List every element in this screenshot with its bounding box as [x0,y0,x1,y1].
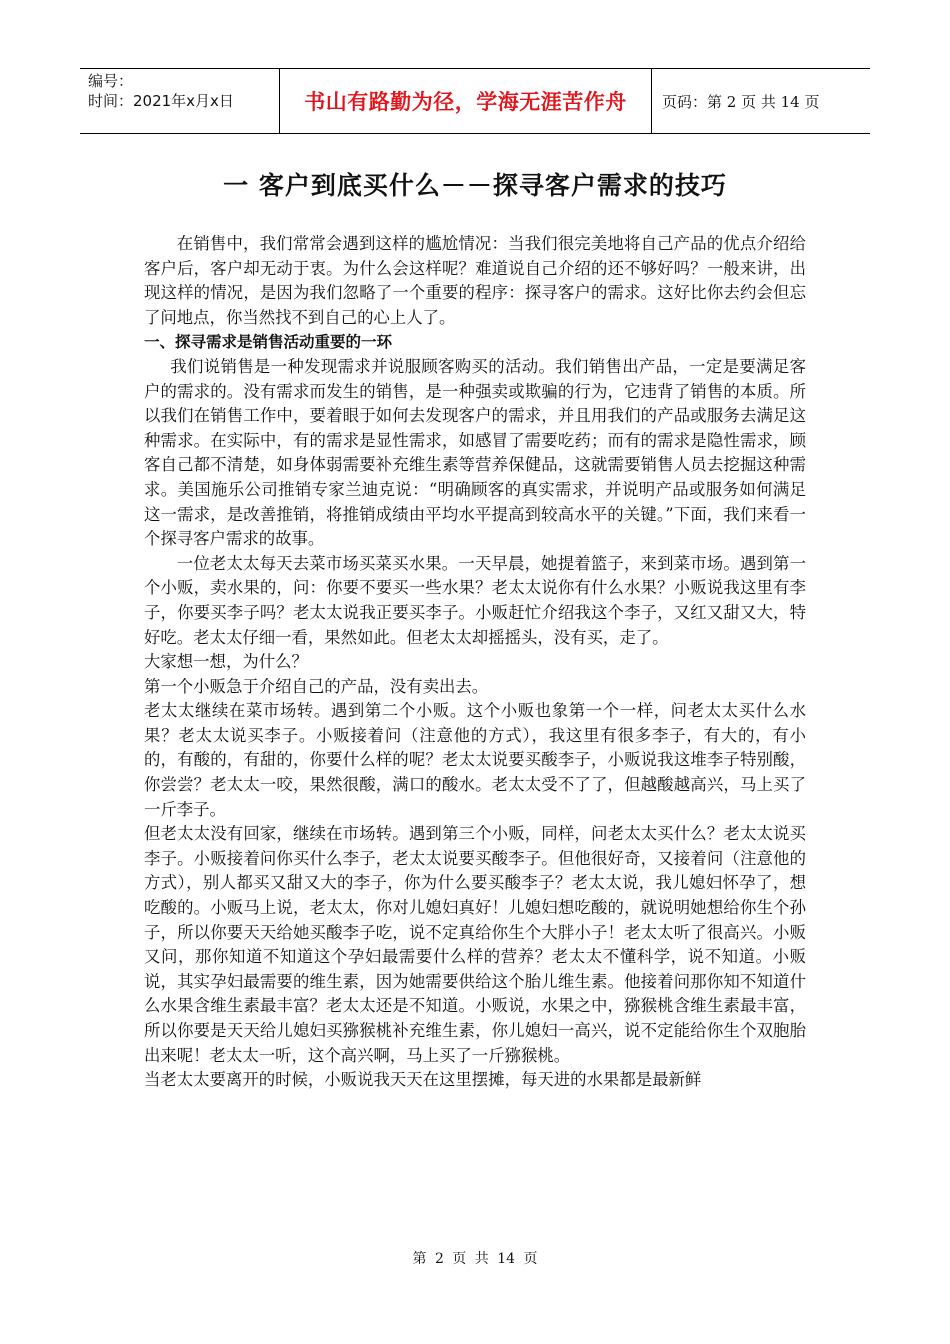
paragraph-question: 大家想一想，为什么？ [144,652,308,672]
header-meta-cell [80,69,280,133]
header-page-info: 页码：第 2 页 共 14 页 [662,92,820,111]
paragraph-first-vendor-result: 第一个小贩急于介绍自己的产品，没有卖出去。 [144,676,489,696]
header-page-cell [652,69,870,133]
document-number-label: 编号： [88,72,134,90]
document-title: 一 客户到底买什么－－探寻客户需求的技巧 [223,171,727,200]
document-body [144,232,806,1093]
paragraph-story-first-vendor: 一位老太太每天去菜市场买菜买水果。一天早晨，她提着篮子，来到菜市场。遇到第一个小贩，卖水果的，问：你要不要买一些水果？老太太说你有什么水果？小贩说我这里有李子，你要买李子吗？老太太说我正要买李子。小贩赶忙介绍我这个李子，又红又甜又大，特好吃。老太太仔细一看，果然如此。但老太太却摇摇头，没有买，走了。 [144,553,806,647]
header-table [80,68,870,134]
paragraph-leaving: 当老太太要离开的时候，小贩说我天天在这里摆摊，每天进的水果都是最新鲜 [144,1070,702,1090]
header-motto-cell [280,69,652,133]
paragraph-third-vendor: 但老太太没有回家，继续在市场转。遇到第三个小贩，同样，问老太太买什么？老太太说买李子。小贩接着问你买什么李子，老太太说要买酸李子。但他很好奇，又接着问（注意他的方式），别人都买又甜又大的李子，你为什么要买酸李子？老太太说，我儿媳妇怀孕了，想吃酸的。小贩马上说，老太太，你对儿媳妇真好！儿媳妇想吃酸的，就说明她想给你生个孙子，所以你要天天给她买酸李子吃，说不定真给你生个大胖小子！老太太听了很高兴。小贩又问，那你知道不知道这个孕妇最需要什么样的营养？老太太不懂科学，说不知道。小贩说，其实孕妇最需要的维生素，因为她需要供给这个胎儿维生素。他接着问那你知不知道什么水果含维生素最丰富？老太太还是不知道。小贩说，水果之中，猕猴桃含维生素最丰富，所以你要是天天给儿媳妇买猕猴桃补充维生素，你儿媳妇一高兴，说不定能给你生个双胞胎出来呢！老太太一听，这个高兴啊，马上买了一斤猕猴桃。 [144,824,806,1065]
header-motto: 书山有路勤为径，学海无涯苦作舟 [304,90,627,114]
document-time-label: 时间：2021年x月x日 [88,92,234,110]
paragraph-intro: 在销售中，我们常常会遇到这样的尴尬情况：当我们很完美地将自己产品的优点介绍给客户后，客户却无动于衷。为什么会这样呢？难道说自己介绍的还不够好吗？一般来讲，出现这样的情况，是因为我们忽略了一个重要的程序：探寻客户的需求。这好比你去约会但忘了问地点，你当然找不到自己的心上人了。 [144,234,806,327]
paragraph-sales-needs: 我们说销售是一种发现需求并说服顾客购买的活动。我们销售出产品，一定是要满足客户的需求的。没有需求而发生的销售，是一种强卖或欺骗的行为，它违背了销售的本质。所以我们在销售工作中，要着眼于如何去发现客户的需求，并且用我们的产品或服务去满足这种需求。在实际中，有的需求是显性需求，如感冒了需要吃药；而有的需求是隐性需求，顾客自己都不清楚，如身体弱需要补充维生素等营养保健品，这就需要销售人员去挖掘这种需求。美国施乐公司推销专家兰迪克说：“明确顾客的真实需求，并说明产品或服务如何满足这一需求，是改善推销，将推销成绩由平均水平提高到较高水平的关键。”下面，我们来看一个探寻客户需求的故事。 [144,356,806,549]
page-footer: 第 2 页 共 14 页 [412,1251,538,1267]
paragraph-second-vendor: 老太太继续在菜市场转。遇到第二个小贩。这个小贩也象第一个一样，问老太太买什么水果？老太太说买李子。小贩接着问（注意他的方式），我这里有很多李子，有大的，有小的，有酸的，有甜的，你要什么样的呢？老太太说要买酸李子，小贩说我这堆李子特别酸，你尝尝？老太太一咬，果然很酸，满口的酸水。老太太受不了了，但越酸越高兴，马上买了一斤李子。 [144,701,806,819]
section-heading: 一、探寻需求是销售活动重要的一环 [144,333,393,352]
